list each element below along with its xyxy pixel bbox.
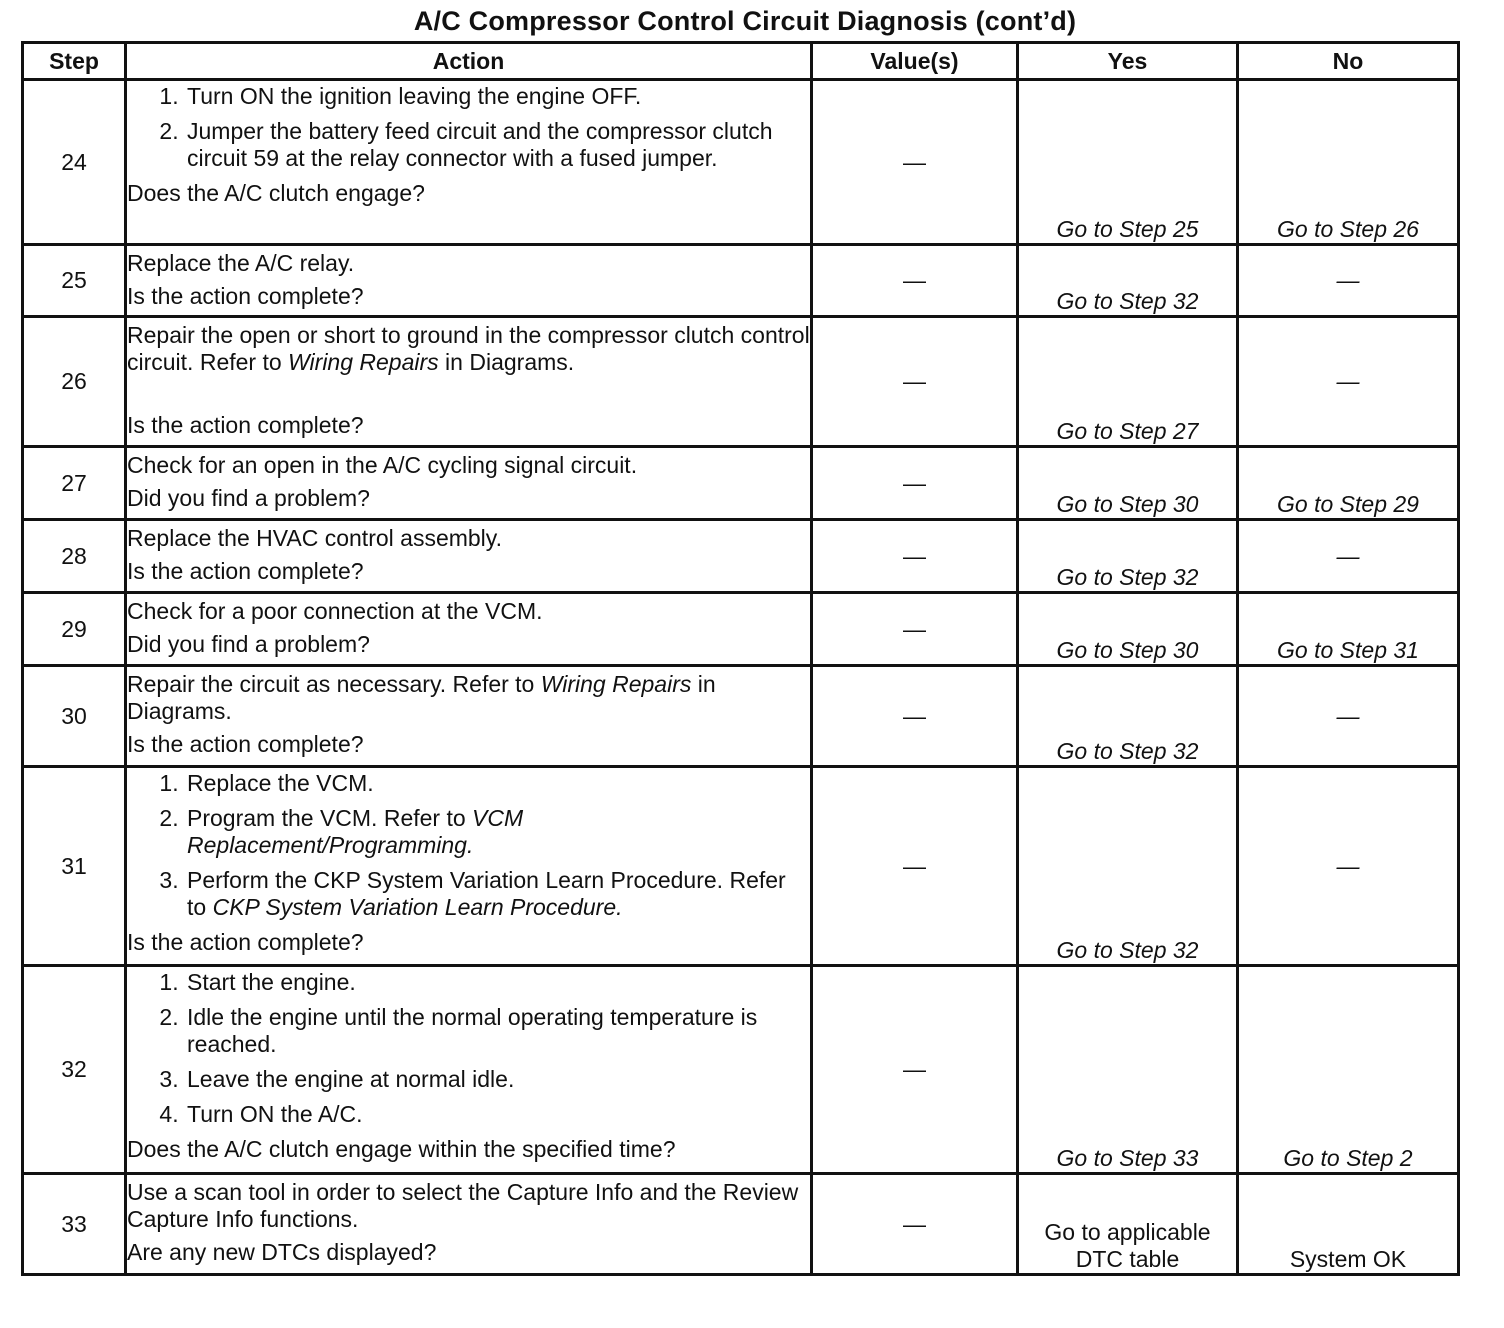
no-cell: Go to Step 26: [1238, 80, 1459, 245]
action-text: Check for a poor connection at the VCM.: [127, 598, 543, 624]
action-text: Replace the HVAC control assembly.: [127, 525, 502, 551]
action-cell: [126, 520, 812, 593]
yes-cell: Go to Step 32: [1018, 767, 1238, 966]
action-text-part: Perform the CKP System Variation Learn Procedure. Refer to: [187, 867, 786, 920]
value-cell: —: [812, 447, 1018, 520]
value-cell: —: [812, 245, 1018, 317]
yes-cell: [1018, 1174, 1238, 1275]
step-number: 33: [23, 1174, 126, 1275]
table-row: [23, 767, 1459, 966]
action-cell: [126, 666, 812, 767]
step-number: 31: [23, 767, 126, 966]
action-step: 2. Jumper the battery feed circuit and the compressor clutch circuit 59 at the relay connector with a fused jumper.: [185, 118, 810, 172]
diagnosis-table: [21, 41, 1460, 1276]
action-question: Does the A/C clutch engage?: [127, 180, 425, 206]
action-text: Check for an open in the A/C cycling signal circuit.: [127, 452, 638, 478]
action-cell: [126, 447, 812, 520]
action-text: [127, 322, 810, 376]
no-cell: —: [1238, 317, 1459, 447]
action-text-part: in Diagrams.: [127, 671, 716, 724]
value-cell: —: [812, 966, 1018, 1174]
action-question: Did you find a problem?: [127, 631, 370, 657]
value-cell: —: [812, 1174, 1018, 1275]
action-text-part: Program the VCM. Refer to: [187, 805, 473, 831]
action-question: Is the action complete?: [127, 558, 364, 584]
action-step: [185, 867, 810, 921]
yes-cell: Go to Step 25: [1018, 80, 1238, 245]
step-number: 28: [23, 520, 126, 593]
action-text: Replace the A/C relay.: [127, 250, 355, 276]
action-cell: [126, 1174, 812, 1275]
no-cell: Go to Step 31: [1238, 593, 1459, 666]
yes-line: DTC table: [1075, 1246, 1180, 1272]
action-cell: [126, 245, 812, 317]
header-no: No: [1238, 43, 1459, 80]
action-question: Is the action complete?: [127, 283, 364, 309]
action-text-part: Repair the open or short to ground in the compressor clutch control circuit. Refer to: [127, 322, 810, 375]
action-text-part: .: [466, 832, 474, 858]
action-text: [127, 671, 810, 725]
action-cell: [126, 966, 812, 1174]
step-number: 32: [23, 966, 126, 1174]
action-text-part: in Diagrams.: [438, 349, 575, 375]
yes-cell: Go to Step 32: [1018, 666, 1238, 767]
no-cell: Go to Step 2: [1238, 966, 1459, 1174]
action-question: Is the action complete?: [127, 412, 364, 438]
header-yes: Yes: [1018, 43, 1238, 80]
reference-link-text: Wiring Repairs: [288, 349, 439, 375]
action-text: Use a scan tool in order to select the Capture Info and the Review Capture Info functions.: [127, 1179, 799, 1232]
no-cell: —: [1238, 666, 1459, 767]
step-number: 29: [23, 593, 126, 666]
no-cell: System OK: [1238, 1174, 1459, 1275]
no-cell: —: [1238, 767, 1459, 966]
header-step: Step: [23, 43, 126, 80]
table-row: [23, 447, 1459, 520]
action-step: 1. Turn ON the ignition leaving the engine OFF.: [185, 83, 810, 110]
table-row: [23, 317, 1459, 447]
yes-cell: Go to Step 33: [1018, 966, 1238, 1174]
action-steps: [127, 83, 810, 172]
table-row: [23, 593, 1459, 666]
value-cell: —: [812, 520, 1018, 593]
step-number: 26: [23, 317, 126, 447]
no-cell: —: [1238, 520, 1459, 593]
action-cell: [126, 767, 812, 966]
table-row: [23, 1174, 1459, 1275]
table-row: [23, 245, 1459, 317]
action-text-part: .: [616, 894, 623, 920]
table-row: [23, 666, 1459, 767]
page-title: A/C Compressor Control Circuit Diagnosis (cont’d): [413, 6, 1077, 36]
yes-cell: Go to Step 32: [1018, 520, 1238, 593]
yes-cell: Go to Step 30: [1018, 447, 1238, 520]
action-cell: [126, 593, 812, 666]
action-cell: [126, 317, 812, 447]
value-cell: —: [812, 317, 1018, 447]
action-step: 2. Idle the engine until the normal operating temperature is reached.: [185, 1004, 810, 1058]
action-step: 1. Replace the VCM.: [185, 770, 810, 797]
action-step: 4. Turn ON the A/C.: [185, 1101, 810, 1128]
action-steps: [127, 770, 810, 921]
action-step: 1. Start the engine.: [185, 969, 810, 996]
action-step: 3. Leave the engine at normal idle.: [185, 1066, 810, 1093]
value-cell: —: [812, 666, 1018, 767]
yes-line: Go to applicable: [1044, 1219, 1211, 1245]
action-question: Does the A/C clutch engage within the specified time?: [127, 1136, 676, 1162]
action-cell: [126, 80, 812, 245]
action-question: Is the action complete?: [127, 929, 364, 955]
reference-link-text: Wiring Repairs: [540, 671, 692, 697]
yes-cell: Go to Step 32: [1018, 245, 1238, 317]
value-cell: —: [812, 767, 1018, 966]
yes-cell: Go to Step 30: [1018, 593, 1238, 666]
reference-link-text: VCM Replacement/Programming: [187, 805, 524, 858]
step-number: 27: [23, 447, 126, 520]
table-row: [23, 520, 1459, 593]
table-row: [23, 80, 1459, 245]
action-question: Are any new DTCs displayed?: [127, 1239, 437, 1265]
no-cell: Go to Step 29: [1238, 447, 1459, 520]
value-cell: —: [812, 593, 1018, 666]
table-row: [23, 966, 1459, 1174]
yes-cell: Go to Step 27: [1018, 317, 1238, 447]
header-row: [23, 43, 1459, 80]
action-steps: [127, 969, 810, 1128]
action-step: [185, 805, 810, 859]
step-number: 24: [23, 80, 126, 245]
header-action: Action: [126, 43, 812, 80]
action-question: Is the action complete?: [127, 731, 364, 757]
header-values: Value(s): [812, 43, 1018, 80]
reference-link-text: CKP System Variation Learn Procedure: [212, 894, 617, 920]
no-cell: —: [1238, 245, 1459, 317]
step-number: 25: [23, 245, 126, 317]
action-question: Did you find a problem?: [127, 485, 370, 511]
action-text-part: Repair the circuit as necessary. Refer to: [127, 671, 541, 697]
value-cell: —: [812, 80, 1018, 245]
step-number: 30: [23, 666, 126, 767]
